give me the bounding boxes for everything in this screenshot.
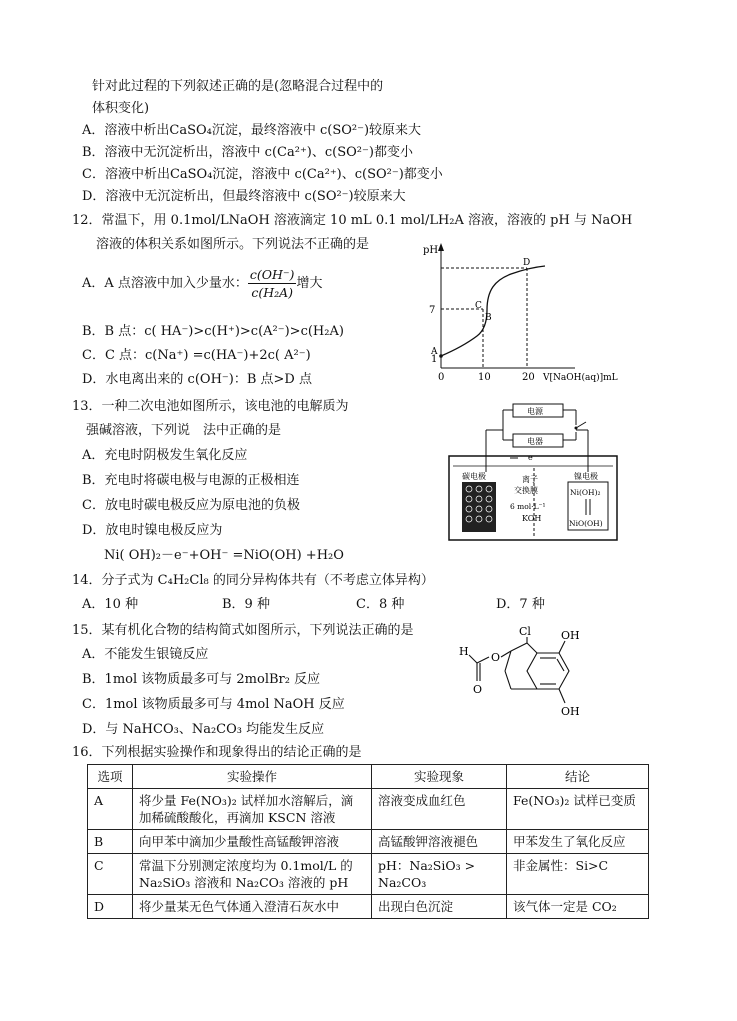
row-a-conclusion: Fe(NO₃)₂ 试样已变质 (507, 789, 649, 830)
header-conclusion: 结论 (507, 765, 649, 789)
structure-bonds (469, 637, 569, 703)
power-label: 电源 (527, 407, 543, 416)
row-c-option: C (88, 854, 133, 895)
header-operation: 实验操作 (133, 765, 372, 789)
q15-option-c: C．1mol 该物质最多可与 4mol NaOH 反应 (82, 697, 345, 712)
q11-option-d: D．溶液中无沉淀析出，但最终溶液中 c(SO²⁻)较原来大 (82, 189, 406, 204)
q14-stem: 14．分子式为 C₄H₂Cl₈ 的同分异构体共有（不考虑立体异构） (72, 573, 434, 588)
membrane-label-2: 交换膜 (514, 486, 538, 495)
q14-option-a: A．10 种 (82, 597, 139, 612)
q12-fraction-denominator: c(H₂A) (251, 285, 294, 300)
row-a-option: A (88, 789, 133, 830)
appliance-label: 电器 (527, 437, 543, 446)
row-d-operation: 将少量某无色气体通入澄清石灰水中 (133, 895, 372, 919)
q11-stem-line2: 体积变化) (92, 101, 150, 116)
membrane-label-1: 离子 (522, 475, 538, 484)
graph-xtick-0: 0 (438, 372, 445, 383)
table-header-row (88, 765, 649, 789)
q12-option-a (82, 266, 322, 301)
q15-option-a: A．不能发生银镜反应 (82, 647, 209, 662)
electrolyte-concentration: 6 mol·L⁻¹ (510, 502, 546, 511)
graph-label-a: A (431, 347, 438, 357)
row-b-option: B (88, 830, 133, 854)
q15-stem: 15．某有机化合物的结构简式如图所示，下列说法正确的是 (72, 623, 414, 638)
table-row (88, 895, 649, 919)
organic-structure (455, 623, 595, 721)
q11-option-c: C．溶液中析出CaSO₄沉淀，溶液中 c(Ca²⁺)、c(SO²⁻)都变小 (82, 167, 443, 182)
q13-option-a: A．充电时阴极发生氧化反应 (82, 448, 248, 463)
structure-oh-bottom: OH (561, 705, 580, 718)
q15-option-b: B．1mol 该物质最多可与 2molBr₂ 反应 (82, 672, 321, 687)
q12-option-a-suffix: 增大 (296, 276, 323, 291)
q12-option-d: D．水电离出来的 c(OH⁻)：B 点>D 点 (82, 372, 312, 387)
nickel-species-bottom: NiO(OH) (569, 519, 603, 528)
switch-blade (576, 422, 586, 428)
row-b-phenomenon: 高锰酸钾溶液褪色 (372, 830, 507, 854)
row-c-phenomenon: pH：Na₂SiO₃ > Na₂CO₃ (372, 854, 507, 895)
graph-label-d: D (523, 258, 531, 268)
electrolyte-koh: KOH (522, 514, 542, 523)
experiment-table (87, 764, 649, 919)
header-phenomenon: 实验现象 (372, 765, 507, 789)
q13-option-b: B．充电时将碳电极与电源的正极相连 (82, 473, 300, 488)
q12-fraction-numerator: c(OH⁻) (249, 267, 295, 282)
structure-carbonyl-o: O (473, 683, 483, 696)
row-a-phenomenon: 溶液变成血红色 (372, 789, 507, 830)
graph-titration-curve (441, 266, 545, 356)
q14-option-d: D．7 种 (496, 597, 545, 612)
graph-label-c: C (475, 301, 482, 311)
nickel-species-top: Ni(OH)₂ (570, 488, 601, 497)
q13-option-c: C．放电时碳电极反应为原电池的负极 (82, 498, 300, 513)
nickel-label: 镍电极 (574, 472, 598, 481)
q11-stem-line1: 针对此过程的下列叙述正确的是(忽略混合过程中的 (92, 79, 384, 94)
header-option: 选项 (88, 765, 133, 789)
row-d-option: D (88, 895, 133, 919)
q15-option-d: D．与 NaHCO₃、Na₂CO₃ 均能发生反应 (82, 722, 325, 737)
battery-diagram (448, 400, 620, 542)
graph-y-arrow (438, 243, 444, 251)
q11-option-a: A．溶液中析出CaSO₄沉淀，最终溶液中 c(SO²⁻)较原来大 (82, 123, 422, 138)
q14-option-b: B．9 种 (222, 597, 270, 612)
q13-stem-line1: 13．一种二次电池如图所示，该电池的电解质为 (72, 399, 349, 414)
q13-option-d: D．放电时镍电极反应为 (82, 523, 223, 538)
graph-xtick-10: 10 (478, 372, 491, 383)
graph-xlabel: V[NaOH(aq)]mL (543, 373, 618, 383)
q12-stem-line1: 12．常温下，用 0.1mol/LNaOH 溶液滴定 10 mL 0.1 mol/LH₂A 溶液，溶液的 pH 与 NaOH (72, 213, 633, 228)
q14-option-c: C．8 种 (356, 597, 405, 612)
structure-ester-o: O (491, 651, 501, 664)
structure-h: H (459, 645, 469, 658)
q13-option-d-equation: Ni( OH)₂－e⁻+OH⁻ =NiO(OH) +H₂O (104, 548, 344, 563)
graph-xtick-20: 20 (522, 372, 535, 383)
row-c-conclusion: 非金属性：Si>C (507, 854, 649, 895)
graph-ytick-1: 1 (431, 354, 438, 365)
row-d-phenomenon: 出现白色沉淀 (372, 895, 507, 919)
q12-fraction (248, 266, 297, 301)
titration-graph (415, 238, 630, 386)
table-row (88, 854, 649, 895)
structure-oh-top: OH (561, 629, 580, 642)
switch-pivot (575, 427, 578, 430)
table-row (88, 830, 649, 854)
q12-stem-line2: 溶液的体积关系如图所示。下列说法不正确的是 (96, 237, 370, 252)
row-c-operation: 常温下分别测定浓度均为 0.1mol/L 的 Na₂SiO₃ 溶液和 Na₂CO₃ 溶液的 pH (133, 854, 372, 895)
q12-option-b: B．B 点：c( HA⁻)>c(H⁺)>c(A²⁻)>c(H₂A) (82, 324, 344, 339)
table-row (88, 789, 649, 830)
row-b-operation: 向甲苯中滴加少量酸性高锰酸钾溶液 (133, 830, 372, 854)
graph-point-a (439, 354, 443, 358)
graph-label-b: B (485, 313, 492, 323)
graph-ylabel: pH (423, 245, 439, 256)
row-b-conclusion: 甲苯发生了氧化反应 (507, 830, 649, 854)
structure-cl: Cl (519, 625, 531, 638)
row-a-operation: 将少量 Fe(NO₃)₂ 试样加水溶解后，滴加稀硫酸酸化，再滴加 KSCN 溶液 (133, 789, 372, 830)
carbon-label: 碳电极 (462, 472, 486, 481)
electron-label: e (528, 453, 533, 462)
q11-option-b: B．溶液中无沉淀析出，溶液中 c(Ca²⁺)、c(SO²⁻)都变小 (82, 145, 413, 160)
q16-stem: 16．下列根据实验操作和现象得出的结论正确的是 (72, 745, 362, 760)
q12-option-a-prefix: A．A 点溶液中加入少量水： (82, 276, 248, 291)
q13-stem-line2: 强碱溶液，下列说 法中正确的是 (86, 423, 282, 438)
q12-option-c: C．C 点：c(Na⁺) =c(HA⁻)+2c( A²⁻) (82, 348, 311, 363)
row-d-conclusion: 该气体一定是 CO₂ (507, 895, 649, 919)
graph-ytick-7: 7 (429, 305, 436, 316)
